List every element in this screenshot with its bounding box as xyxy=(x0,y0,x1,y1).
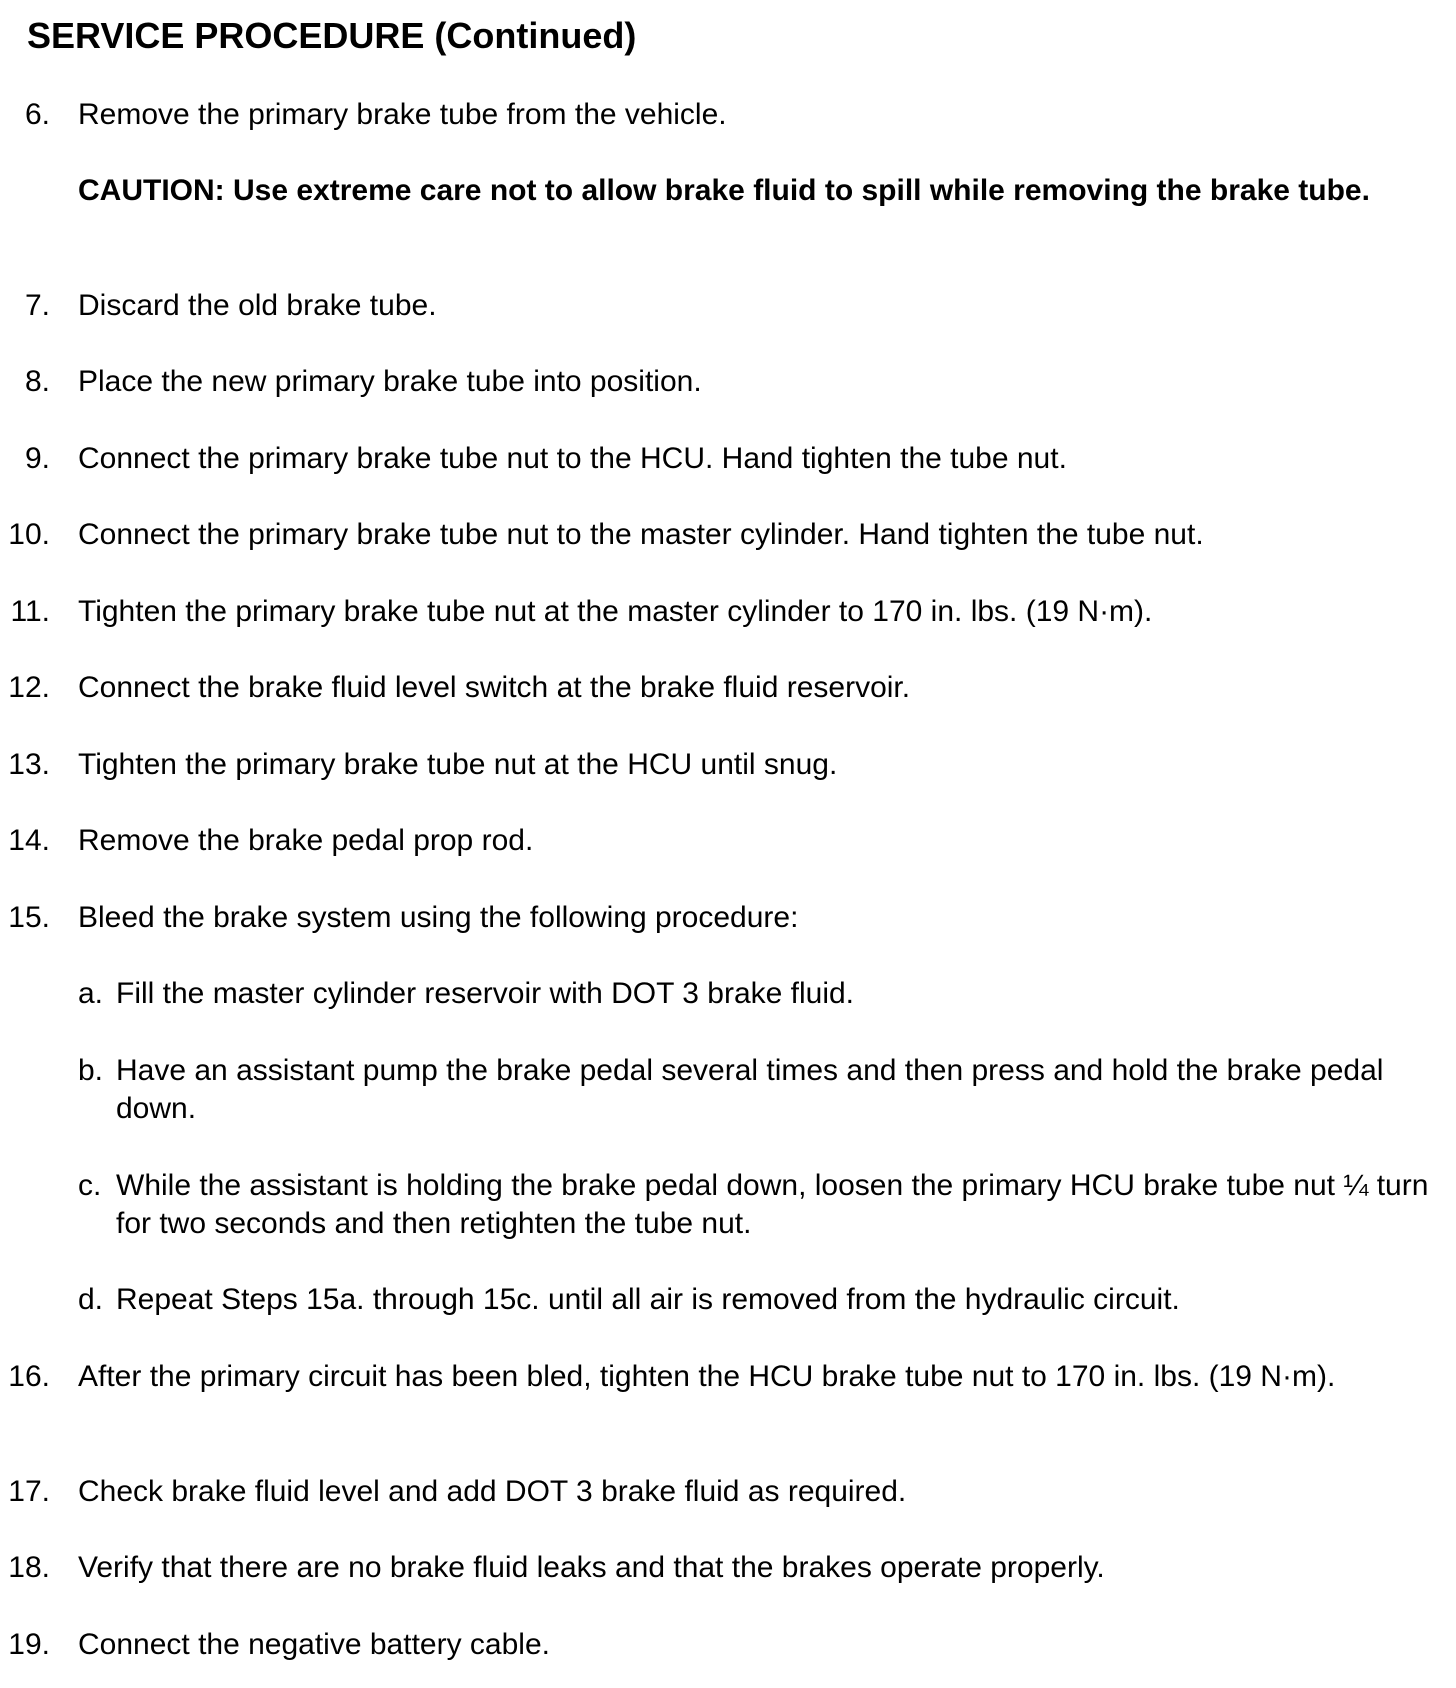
step-text: Connect the primary brake tube nut to the HCU. Hand tighten the tube nut. xyxy=(78,442,1067,475)
step-text: Remove the brake pedal prop rod. xyxy=(78,824,534,857)
step-number: 6. xyxy=(24,98,50,131)
step-number: 10. xyxy=(8,518,50,551)
page-title: SERVICE PROCEDURE (Continued) xyxy=(27,15,637,56)
step-text: Bleed the brake system using the following procedure: xyxy=(78,901,799,934)
substep-text: Fill the master cylinder reservoir with DOT 3 brake fluid. xyxy=(116,977,855,1010)
step-text: After the primary circuit has been bled, tighten the HCU brake tube nut to 170 in. lbs. (19 N·m). xyxy=(78,1360,1336,1393)
substep-letter: d. xyxy=(78,1283,104,1316)
step-text: Remove the primary brake tube from the vehicle. xyxy=(78,98,727,131)
step-number: 15. xyxy=(8,901,50,934)
substep-letter: c. xyxy=(78,1169,102,1202)
caution-note: CAUTION: Use extreme care not to allow brake fluid to spill while removing the brake tube. xyxy=(78,174,1370,207)
step-text: Tighten the primary brake tube nut at the HCU until snug. xyxy=(78,748,838,781)
step-text: Verify that there are no brake fluid leaks and that the brakes operate properly. xyxy=(78,1551,1105,1584)
step-number: 7. xyxy=(24,289,50,322)
step-number: 12. xyxy=(8,671,50,704)
step-number: 17. xyxy=(8,1475,50,1508)
step-text: Discard the old brake tube. xyxy=(78,289,437,322)
step-text: Place the new primary brake tube into position. xyxy=(78,365,702,398)
step-text: Tighten the primary brake tube nut at the master cylinder to 170 in. lbs. (19 N·m). xyxy=(78,595,1153,628)
step-number: 14. xyxy=(8,824,50,857)
step-number: 16. xyxy=(8,1360,50,1393)
substep-text: Have an assistant pump the brake pedal several times and then press and hold the brake pedal down. xyxy=(116,1054,1384,1125)
substep-text: Repeat Steps 15a. through 15c. until all air is removed from the hydraulic circuit. xyxy=(116,1283,1180,1316)
substep-letter: b. xyxy=(78,1054,104,1087)
step-number: 11. xyxy=(10,595,50,628)
substep-text: While the assistant is holding the brake pedal down, loosen the primary HCU brake tube nut ¼ turn for two seconds and then retighten the tube nut. xyxy=(116,1169,1429,1240)
step-number: 13. xyxy=(8,748,50,781)
step-number: 19. xyxy=(8,1628,50,1661)
step-number: 9. xyxy=(24,442,50,475)
step-text: Connect the negative battery cable. xyxy=(78,1628,550,1661)
step-number: 8. xyxy=(24,365,50,398)
substep-letter: a. xyxy=(78,977,104,1010)
step-text: Connect the brake fluid level switch at the brake fluid reservoir. xyxy=(78,671,911,704)
step-text: Check brake fluid level and add DOT 3 brake fluid as required. xyxy=(78,1475,907,1508)
step-number: 18. xyxy=(8,1551,50,1584)
step-text: Connect the primary brake tube nut to the master cylinder. Hand tighten the tube nut. xyxy=(78,518,1204,551)
